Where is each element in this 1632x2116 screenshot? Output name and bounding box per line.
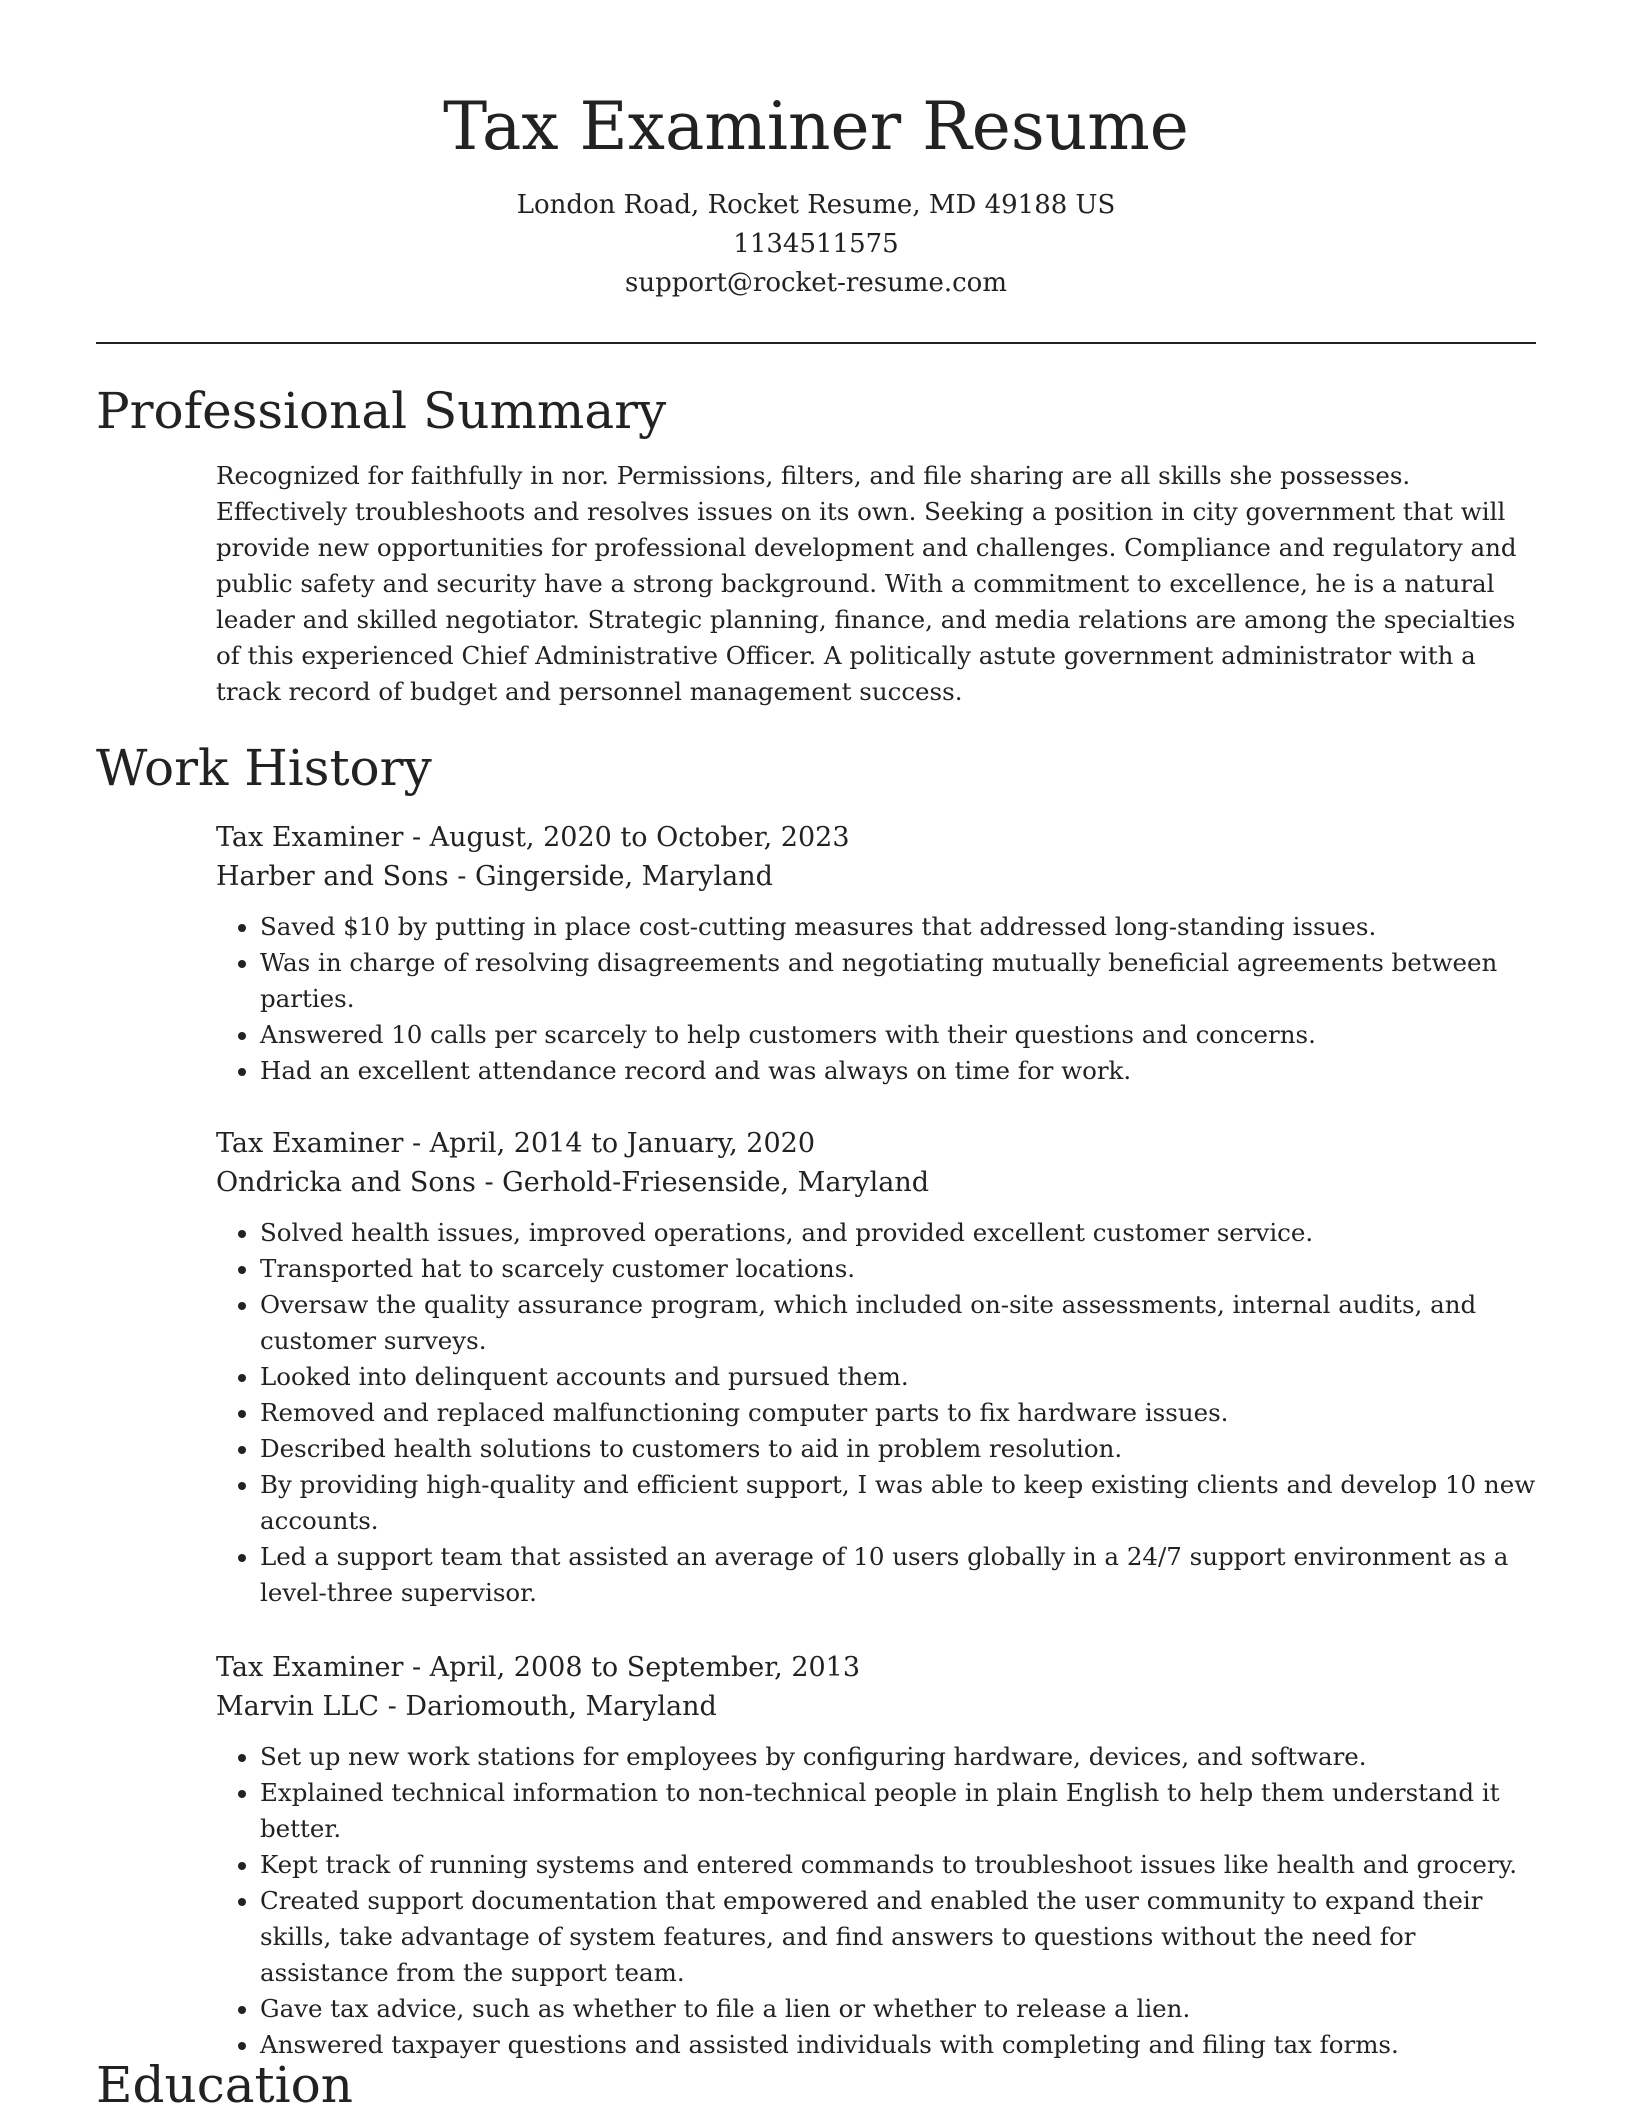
job-1 xyxy=(216,818,1536,1089)
bullet-item: • Explained technical information to non-technical people in plain English to help them understand it better. xyxy=(260,1775,1536,1847)
contact-phone: 1134511575 xyxy=(733,229,899,259)
bullet-item: • Gave tax advice, such as whether to file a lien or whether to release a lien. xyxy=(260,1991,1536,2027)
header-divider xyxy=(96,342,1536,344)
job-title-line: Tax Examiner - August, 2020 to October, 2023 xyxy=(216,822,850,853)
job-bullets xyxy=(216,909,1536,1089)
job-company-line: Marvin LLC - Dariomouth, Maryland xyxy=(216,1691,717,1722)
bullet-item: • Answered 10 calls per scarcely to help customers with their questions and concerns. xyxy=(260,1017,1536,1053)
job-entry xyxy=(216,818,1536,1089)
section-title-education: Education xyxy=(96,2056,353,2114)
bullet-item: • Looked into delinquent accounts and pursued them. xyxy=(260,1359,1536,1395)
bullet-item: • By providing high-quality and efficient support, I was able to keep existing clients and develop 10 new accounts. xyxy=(260,1467,1536,1539)
bullet-item: • Was in charge of resolving disagreements and negotiating mutually beneficial agreements between parties. xyxy=(260,945,1536,1017)
contact-address: London Road, Rocket Resume, MD 49188 US xyxy=(516,190,1116,220)
bullet-item: • Solved health issues, improved operations, and provided excellent customer service. xyxy=(260,1215,1536,1251)
job-3 xyxy=(216,1648,1536,2063)
bullet-item: • Created support documentation that empowered and enabled the user community to expand their skills, take advantage of system features, and find answers to questions without the need for assistance from the support team. xyxy=(260,1883,1536,1991)
bullet-item: • Kept track of running systems and entered commands to troubleshoot issues like health and grocery. xyxy=(260,1847,1536,1883)
bullet-item: • Led a support team that assisted an average of 10 users globally in a 24/7 support environment as a level-three supervisor. xyxy=(260,1539,1536,1611)
job-entry xyxy=(216,1124,1536,1611)
job-company-line: Ondricka and Sons - Gerhold-Friesenside, Maryland xyxy=(216,1167,929,1198)
bullet-item: • Oversaw the quality assurance program, which included on-site assessments, internal audits, and customer surveys. xyxy=(260,1287,1536,1359)
job-2 xyxy=(216,1124,1536,1611)
bullet-item: • Had an excellent attendance record and was always on time for work. xyxy=(260,1053,1536,1089)
contact-info xyxy=(0,186,1632,303)
job-title-line: Tax Examiner - April, 2008 to September, 2013 xyxy=(216,1652,861,1683)
job-bullets xyxy=(216,1215,1536,1611)
bullet-item: • Transported hat to scarcely customer locations. xyxy=(260,1251,1536,1287)
section-title-work-history: Work History xyxy=(96,739,432,797)
job-entry xyxy=(216,1648,1536,2063)
bullet-item: • Set up new work stations for employees by configuring hardware, devices, and software. xyxy=(260,1739,1536,1775)
summary-section xyxy=(216,458,1536,710)
job-company-line: Harber and Sons - Gingerside, Maryland xyxy=(216,861,773,892)
bullet-item: • Saved $10 by putting in place cost-cutting measures that addressed long-standing issues. xyxy=(260,909,1536,945)
resume-header xyxy=(0,0,1632,303)
bullet-item: • Described health solutions to customers to aid in problem resolution. xyxy=(260,1431,1536,1467)
bullet-item: • Removed and replaced malfunctioning computer parts to fix hardware issues. xyxy=(260,1395,1536,1431)
bullet-item: • Answered taxpayer questions and assisted individuals with completing and filing tax forms. xyxy=(260,2027,1536,2063)
job-bullets xyxy=(216,1739,1536,2063)
resume-title: Tax Examiner Resume xyxy=(443,88,1189,165)
job-title-line: Tax Examiner - April, 2014 to January, 2020 xyxy=(216,1128,816,1159)
summary-text: Recognized for faithfully in nor. Permissions, filters, and file sharing are all skills she possesses. Effectively troubleshoots and resolves issues on its own. Seeking a position in city government that will provide new opportunities for professional development and challenges. Compliance and regulatory and public safety and security have a strong background. With a commitment to excellence, he is a natural leader and skilled negotiator. Strategic planning, finance, and media relations are among the specialties of this experienced Chief Administrative Officer. A politically astute government administrator with a track record of budget and personnel management success. xyxy=(216,461,1517,706)
section-title-summary: Professional Summary xyxy=(96,382,667,440)
contact-email[interactable]: support@rocket-resume.com xyxy=(624,268,1007,298)
